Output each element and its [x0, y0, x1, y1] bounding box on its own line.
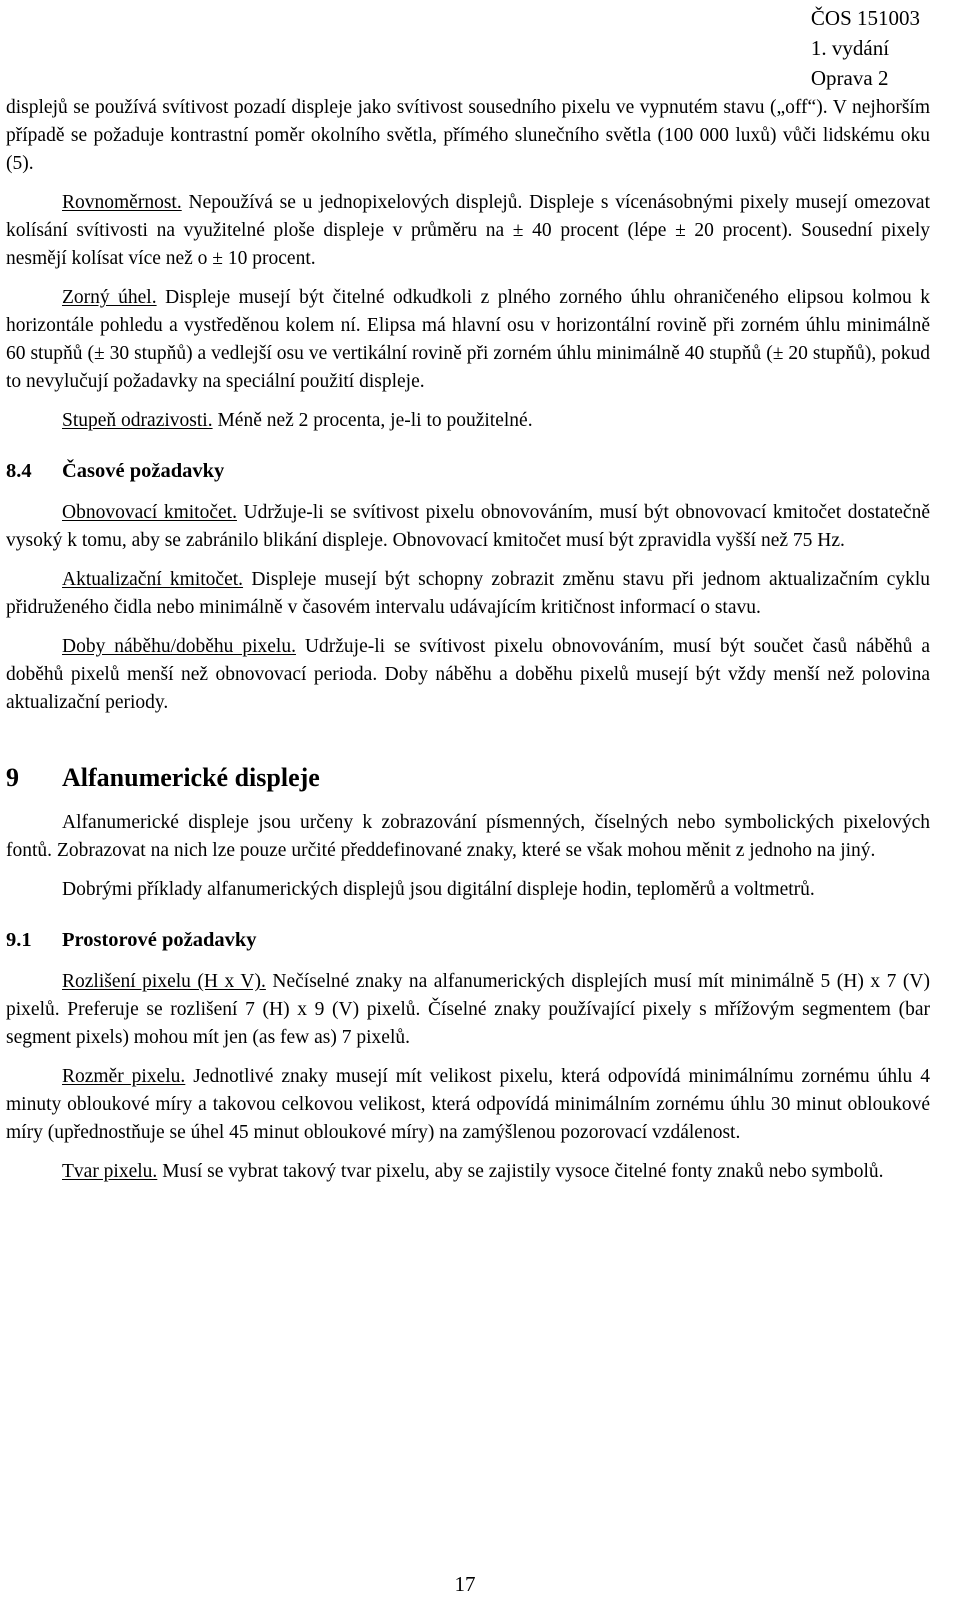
document-header [811, 3, 920, 93]
section-heading-9-1 [6, 926, 930, 954]
standard-number: ČOS 151003 [810, 6, 920, 30]
section-number: 9 [6, 763, 19, 792]
document-body [6, 94, 930, 1186]
text-rise-fall-times: Udržuje-li se svítivost pixelu obnovováním, musí být součet časů náběhů a doběhů pixelů menší než obnovovací perioda. Doby náběhu a doběhu pixelů musejí být vždy menší než polovina aktualizační periody. [6, 636, 930, 713]
text-reflectance: Méně než 2 procenta, je-li to použitelné. [212, 410, 533, 431]
section-number: 8.4 [6, 460, 32, 482]
term-pixel-resolution: Rozlišení pixelu (H x V). [62, 971, 266, 992]
amendment-label: Oprava 2 [810, 66, 889, 90]
paragraph-pixel-resolution [6, 968, 930, 1052]
paragraph-viewing-angle [6, 284, 930, 396]
term-reflectance: Stupeň odrazivosti. [62, 410, 213, 431]
paragraph-alnum-intro: Alfanumerické displeje jsou určeny k zobrazování písmenných, číselných nebo symbolických pixelových fontů. Zobrazovat na nich lze pouze určité předdefinované znaky, které se však mohou měnit z jednoho na jiný. [6, 812, 930, 861]
term-refresh-rate: Obnovovací kmitočet. [62, 502, 237, 523]
text-pixel-resolution: Nečíselné znaky na alfanumerických displejích musí mít minimálně 5 (H) x 7 (V) pixelů. Preferuje se rozlišení 7 (H) x 9 (V) pixelů. Číselné znaky používající pixely s mřížovým segmentem (bar segment pixels) mohou mít jen (as few as) 7 pixelů. [6, 971, 930, 1048]
term-rise-fall-times: Doby náběhu/doběhu pixelu. [62, 636, 296, 657]
page-number: 17 [454, 1572, 476, 1596]
term-pixel-shape: Tvar pixelu. [62, 1161, 158, 1182]
section-number: 9.1 [6, 929, 32, 951]
paragraph-update-rate [6, 566, 930, 622]
section-heading-8-4 [6, 457, 930, 485]
section-title: Časové požadavky [62, 460, 225, 482]
text-uniformity: Nepoužívá se u jednopixelových displejů. Displeje s vícenásobnými pixely musejí omezovat kolísání svítivosti na využitelné ploše displeje v průměru na ± 40 procent (lépe ± 20 procent). Sousední pixely nesmějí kolísat více než o ± 10 procent. [6, 192, 930, 269]
paragraph-reflectance [6, 407, 930, 435]
paragraph-rise-fall-times [6, 633, 930, 717]
paragraph-pixel-size [6, 1063, 930, 1147]
term-update-rate: Aktualizační kmitočet. [62, 569, 244, 590]
text-viewing-angle: Displeje musejí být čitelné odkudkoli z plného zorného úhlu ohraničeného elipsou kolmou k horizontále pohledu a vystředěnou kolem ní. Elipsa má hlavní osu v horizontální rovině při zorném úhlu minimálně 60 stupňů (± 30 stupňů) a vedlejší osu ve vertikální rovině při zorném úhlu minimálně 40 stupňů (± 20 stupňů), pokud to nevylučují požadavky na speciální použití displeje. [6, 287, 930, 392]
section-title: Alfanumerické displeje [62, 763, 320, 792]
paragraph-refresh-rate [6, 499, 930, 555]
text-pixel-size: Jednotlivé znaky musejí mít velikost pixelu, která odpovídá minimálnímu zornému úhlu 4 minuty obloukové míry a takovou celkovou velikost, která odpovídá minimálním zornému úhlu 30 minut obloukové míry (upřednostňuje se úhel 45 minut obloukové míry) na zamýšlenou pozorovací vzdálenost. [6, 1066, 930, 1143]
text-pixel-shape: Musí se vybrat takový tvar pixelu, aby se zajistily vysoce čitelné fonty znaků nebo symbolů. [157, 1161, 884, 1182]
term-viewing-angle: Zorný úhel. [62, 287, 157, 308]
section-title: Prostorové požadavky [62, 929, 257, 951]
term-pixel-size: Rozměr pixelu. [62, 1066, 186, 1087]
section-heading-9 [6, 761, 930, 795]
paragraph-uniformity [6, 189, 930, 273]
text-update-rate: Displeje musejí být schopny zobrazit změnu stavu při jednom aktualizačním cyklu přidruženého čidla nebo minimálně v časovém intervalu udávajícím kritičnost informací o stavu. [6, 569, 930, 618]
paragraph-contrast: displejů se používá svítivost pozadí displeje jako svítivost sousedního pixelu ve vypnutém stavu („off“). V nejhorším případě se požaduje kontrastní poměr okolního světla, přímého slunečního světla (100 000 luxů) vůči lidskému oku (5). [6, 97, 930, 174]
term-uniformity: Rovnoměrnost. [62, 192, 182, 213]
edition-label: 1. vydání [810, 36, 890, 60]
paragraph-pixel-shape [6, 1158, 930, 1186]
paragraph-alnum-examples: Dobrými příklady alfanumerických displejů jsou digitální displeje hodin, teploměrů a voltmetrů. [62, 879, 815, 900]
text-refresh-rate: Udržuje-li se svítivost pixelu obnovováním, musí být obnovovací kmitočet dostatečně vysoký k tomu, aby se zabránilo blikání displeje. Obnovovací kmitočet musí být zpravidla vyšší než 75 Hz. [6, 502, 930, 551]
